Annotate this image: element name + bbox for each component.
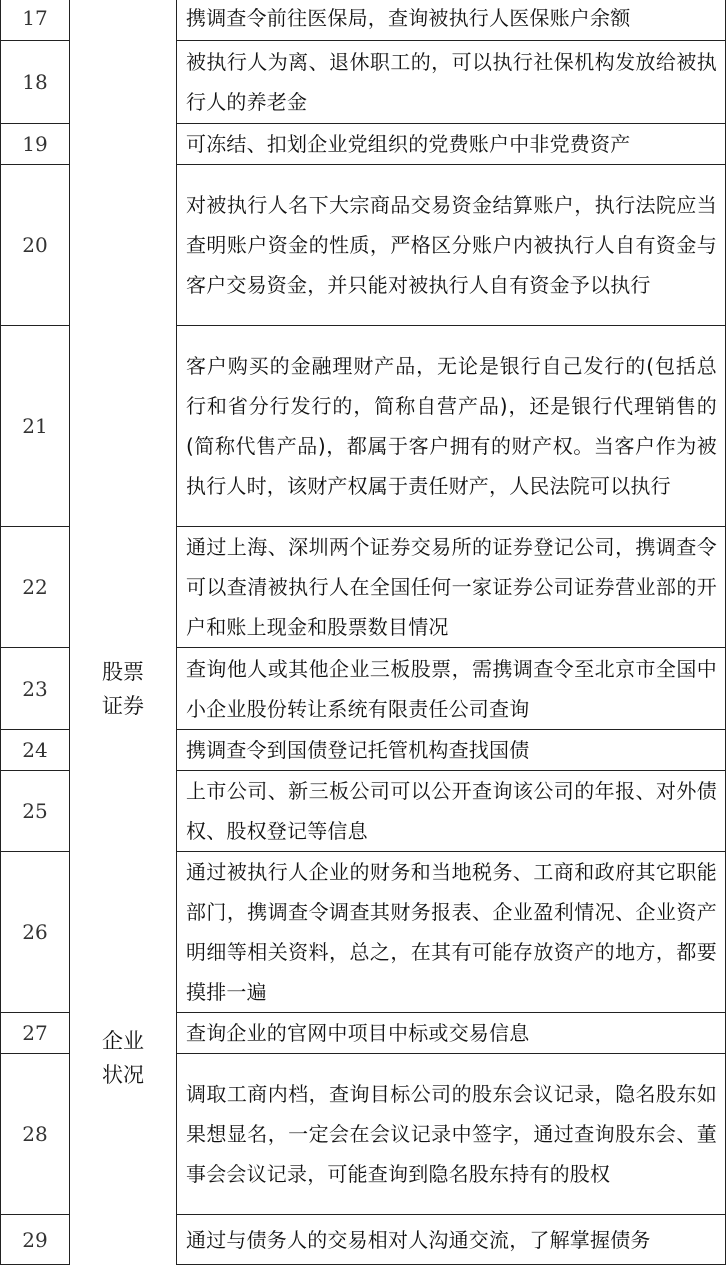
row-text: 查询企业的官网中项目中标或交易信息 [177, 1013, 726, 1054]
row-number: 21 [1, 326, 70, 527]
row-text: 调取工商内档，查询目标公司的股东会议记录，隐名股东如果想显名，一定会在会议记录中签字，通过查询股东会、董事会会议记录，可能查询到隐名股东持有的股权 [177, 1054, 726, 1215]
row-text: 通过上海、深圳两个证券交易所的证券登记公司，携调查令可以查清被执行人在全国任何一家证券公司证券营业部的开户和账上现金和股票数目情况 [177, 527, 726, 648]
row-number: 24 [1, 730, 70, 771]
row-number: 17 [1, 0, 70, 41]
row-text: 携调查令前往医保局，查询被执行人医保账户余额 [177, 0, 726, 41]
row-number: 19 [1, 124, 70, 165]
row-text: 携调查令到国债登记托管机构查找国债 [177, 730, 726, 771]
row-number: 18 [1, 41, 70, 124]
row-number: 28 [1, 1054, 70, 1215]
row-text: 通过被执行人企业的财务和当地税务、工商和政府其它职能部门，携调查令调查其财务报表、企业盈利情况、企业资产明细等相关资料，总之，在其有可能存放资产的地方，都要摸排一遍 [177, 852, 726, 1013]
row-number: 27 [1, 1013, 70, 1054]
category-cell-enterprise [70, 852, 177, 1265]
category-label: 股票证券 [102, 660, 144, 718]
row-text: 客户购买的金融理财产品，无论是银行自己发行的(包括总行和省分行发行的，简称自营产品)，还是银行代理销售的(简称代售产品)，都属于客户拥有的财产权。当客户作为被执行人时，该财产权属于责任财产，人民法院可以执行 [177, 326, 726, 527]
table-row [1, 527, 726, 648]
row-text: 可冻结、扣划企业党组织的党费账户中非党费资产 [177, 124, 726, 165]
table-row [1, 0, 726, 41]
row-number: 22 [1, 527, 70, 648]
category-cell-empty [70, 0, 177, 527]
row-text: 被执行人为离、退休职工的，可以执行社保机构发放给被执行人的养老金 [177, 41, 726, 124]
category-label: 企业状况 [102, 1029, 144, 1087]
category-cell-securities [70, 527, 177, 852]
row-text: 通过与债务人的交易相对人沟通交流，了解掌握债务 [177, 1215, 726, 1265]
row-text: 对被执行人名下大宗商品交易资金结算账户，执行法院应当查明账户资金的性质，严格区分账户内被执行人自有资金与客户交易资金，并只能对被执行人自有资金予以执行 [177, 165, 726, 326]
row-number: 29 [1, 1215, 70, 1265]
row-number: 23 [1, 648, 70, 730]
table-row [1, 852, 726, 1013]
row-number: 26 [1, 852, 70, 1013]
row-text: 查询他人或其他企业三板股票，需携调查令至北京市全国中小企业股份转让系统有限责任公司查询 [177, 648, 726, 730]
row-number: 25 [1, 771, 70, 852]
row-text: 上市公司、新三板公司可以公开查询该公司的年报、对外债权、股权登记等信息 [177, 771, 726, 852]
row-number: 20 [1, 165, 70, 326]
